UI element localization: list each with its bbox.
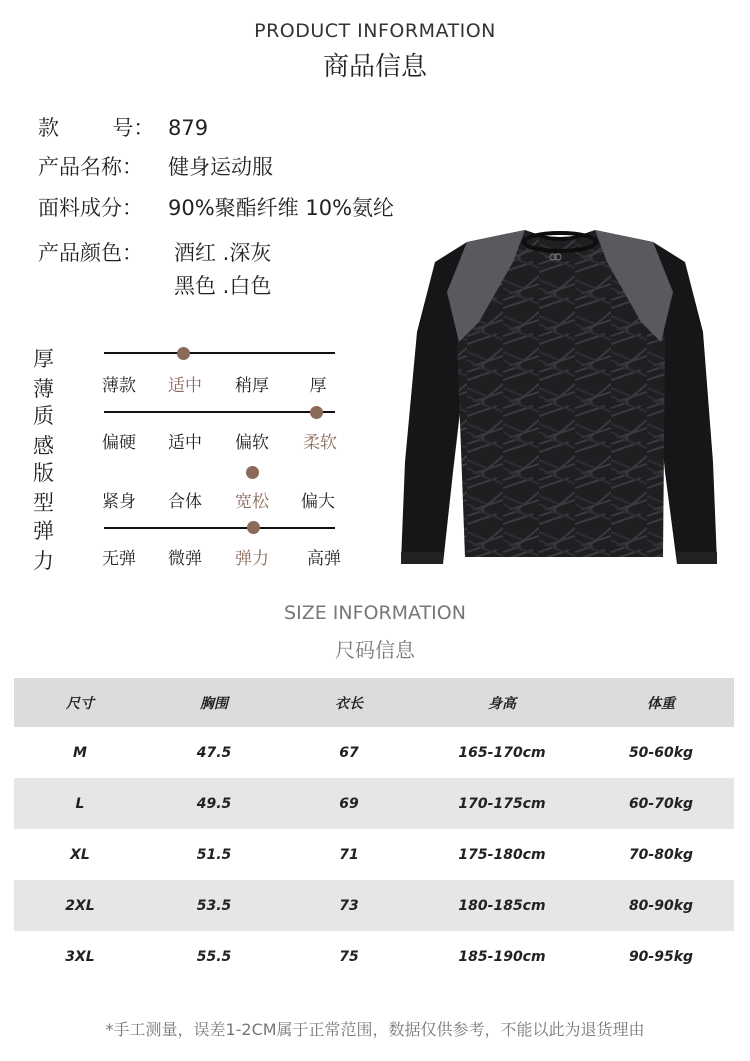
table-cell: 70-80kg [628,846,694,863]
attr-line-elasticity [104,527,335,529]
table-cell: 53.5 [196,897,232,914]
attr-title-elasticity: 弹力 [33,519,54,573]
attr-dot-thickness [177,347,190,360]
name-label: 产品名称： [38,155,143,179]
attr-option: 高弹 [307,549,341,569]
attr-option: 微弹 [168,549,202,569]
attr-option-selected: 适中 [168,376,202,396]
table-cell: 71 [339,846,359,863]
attr-option-selected: 柔软 [303,433,337,453]
attr-option: 厚 [309,376,327,396]
header-title-en: PRODUCT INFORMATION [254,20,496,42]
attr-title-thickness: 厚薄 [33,347,54,401]
attr-title-texture: 质感 [33,404,54,458]
attr-title-fit: 版型 [33,461,54,515]
table-cell: L [75,795,85,812]
attr-option: 稍厚 [235,376,269,396]
attr-option: 偏软 [235,433,269,453]
table-row [14,880,734,931]
table-cell: 67 [339,744,359,761]
header-cell: 尺寸 [66,695,94,712]
table-row [14,931,734,982]
header-cell: 胸围 [200,695,228,712]
table-cell: 51.5 [196,846,232,863]
header-cell: 身高 [488,695,516,712]
table-cell: 90-95kg [628,948,694,965]
attr-option: 合体 [168,492,202,512]
table-cell: 3XL [65,948,95,965]
attr-line-texture [104,411,335,413]
table-row [14,829,734,880]
attr-dot-elasticity [247,521,260,534]
table-cell: 180-185cm [458,897,546,914]
model-row [38,112,208,142]
attr-option: 偏硬 [102,433,136,453]
table-row [14,727,734,778]
color-row [38,237,271,267]
color-label: 产品颜色： [38,241,143,265]
attr-option: 适中 [168,433,202,453]
model-label: 款 号： [38,116,155,140]
table-cell: M [73,744,87,761]
table-cell: 2XL [65,897,95,914]
attr-option: 紧身 [102,492,136,512]
attr-option: 偏大 [301,492,335,512]
table-cell: 49.5 [196,795,232,812]
table-cell: 73 [339,897,359,914]
table-cell: 50-60kg [628,744,694,761]
table-header-row [14,678,734,727]
fabric-value: 90%聚酯纤维 10%氨纶 [168,196,395,220]
table-cell: 47.5 [196,744,232,761]
table-cell: 170-175cm [458,795,546,812]
header-title-cn: 商品信息 [322,52,427,82]
table-cell: 175-180cm [458,846,546,863]
table-cell: 60-70kg [628,795,694,812]
table-cell: 80-90kg [628,897,694,914]
name-row [38,151,273,181]
fabric-row [38,192,394,222]
header-cell: 体重 [647,695,675,712]
table-cell: 75 [339,948,359,965]
product-image [395,222,725,567]
header-cell: 衣长 [335,695,363,712]
size-title-cn: 尺码信息 [335,638,415,662]
size-title-en: SIZE INFORMATION [284,602,466,624]
attr-option-selected: 宽松 [235,492,269,512]
color-value-line1: 酒红 .深灰 [174,241,272,265]
table-cell: 69 [339,795,359,812]
attr-option: 薄款 [102,376,136,396]
fabric-label: 面料成分： [38,196,143,220]
table-cell: 185-190cm [458,948,546,965]
table-cell: 165-170cm [458,744,546,761]
attr-dot-texture [310,406,323,419]
attr-dot-fit [246,466,259,479]
table-cell: 55.5 [196,948,232,965]
attr-option: 无弹 [102,549,136,569]
attr-option-selected: 弹力 [235,549,269,569]
color-value-line2: 黑色 .白色 [174,274,272,298]
name-value: 健身运动服 [168,155,273,179]
attr-line-thickness [104,352,335,354]
model-value: 879 [168,116,209,140]
table-cell: XL [70,846,90,863]
size-table [14,678,734,982]
table-row [14,778,734,829]
footnote: *手工测量，误差1-2CM属于正常范围，数据仅供参考，不能以此为退货理由 [105,1020,645,1039]
